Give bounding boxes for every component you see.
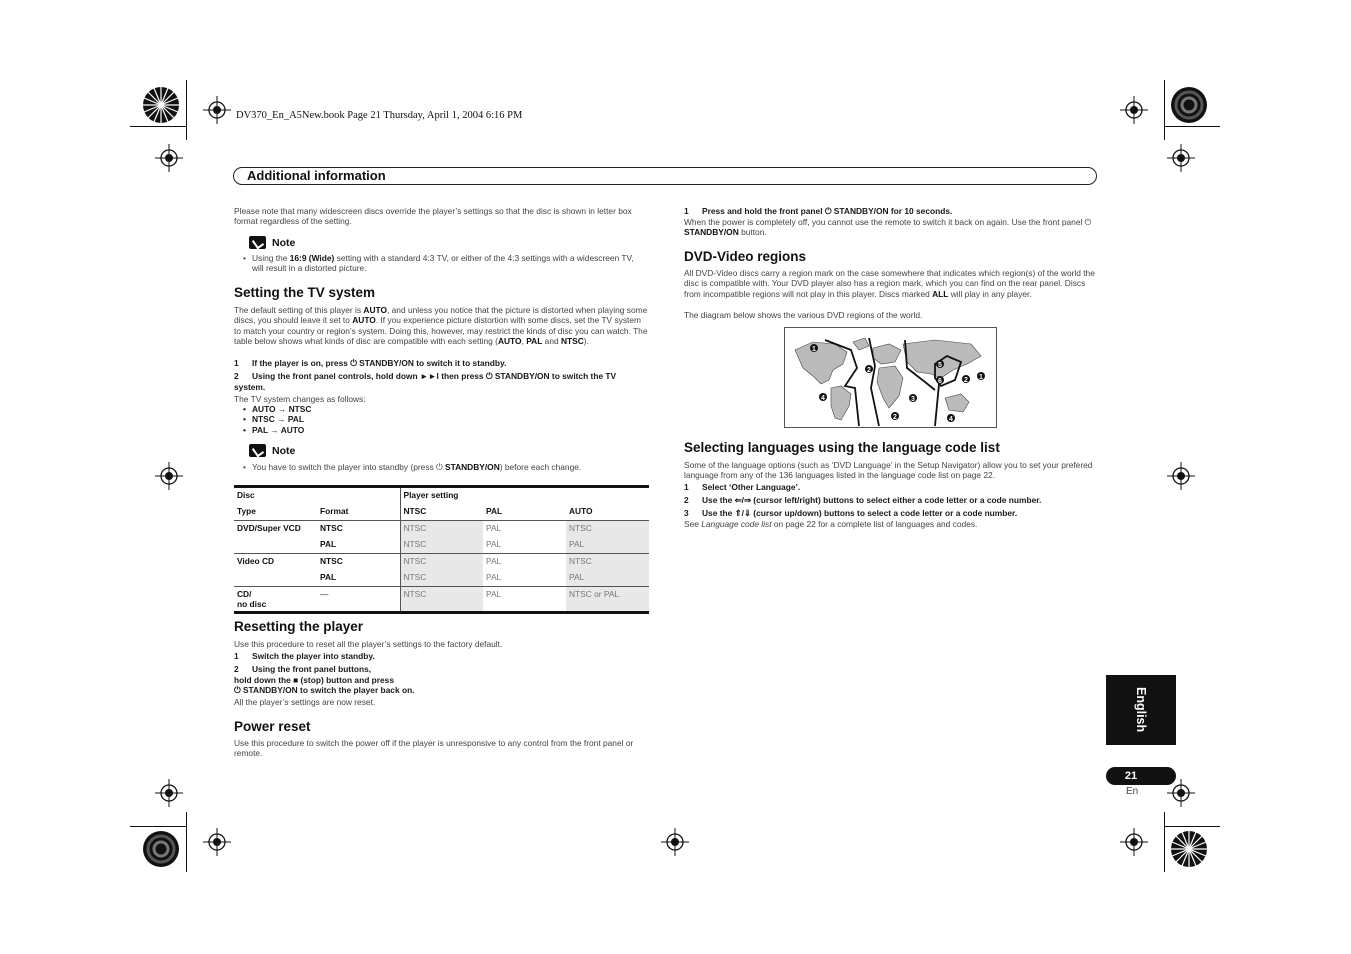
dvd-regions-diagram-caption: The diagram below shows the various DVD regions of the world.: [684, 310, 923, 320]
heading-languages: Selecting languages using the language code list: [684, 440, 1000, 455]
power-step-1-note: When the power is completely off, you cannot use the remote to switch it back on again. Use the front panel ⏻ STANDBY/ON button.: [684, 217, 1092, 238]
page-language-code: En: [1126, 786, 1139, 797]
reset-after: All the player’s settings are now reset.: [234, 697, 376, 707]
crosshair-mark-icon: [1120, 828, 1148, 856]
tv-system-paragraph: The default setting of this player is AUTO, and unless you notice that the picture is distorted when playing some discs, you should leave it set to AUTO. If you experience picture distortion with some discs, set the TV system to match your country or region’s system. Doing this, however, may restrict the kinds of disc you can watch. The table below shows what kinds of disc are compatible with each setting (AUTO, PAL and NTSC).: [234, 305, 648, 347]
languages-see-also: See Language code list on page 22 for a complete list of languages and codes.: [684, 519, 978, 529]
standby-icon: ⏻: [1084, 217, 1092, 227]
starburst-mark-icon: [1170, 830, 1208, 868]
tv-changes-list: [234, 404, 311, 435]
table-header: NTSC: [400, 504, 483, 521]
tv-system-table: [234, 485, 649, 614]
note-icon: [249, 236, 266, 249]
list-item: • AUTO → NTSC: [234, 404, 311, 414]
tv-changes-intro: The TV system changes as follows:: [234, 394, 366, 404]
crosshair-mark-icon: [155, 462, 183, 490]
lang-step-2: 2 Use the ⇐/⇒ (cursor left/right) buttons to select either a code letter or a code number.: [684, 495, 1042, 505]
table-header: Format: [320, 506, 349, 516]
table-row: CD/ no disc — NTSC PAL NTSC or PAL: [234, 587, 649, 613]
note-box: [249, 444, 295, 457]
heading-tv-system: Setting the TV system: [234, 285, 376, 300]
table-row: Video CD NTSC NTSC PAL NTSC: [234, 554, 649, 571]
region-label: 2: [867, 367, 871, 374]
side-tab-label: English: [1134, 687, 1148, 733]
file-header: DV370_En_A5New.book Page 21 Thursday, April 1, 2004 6:16 PM: [236, 110, 523, 121]
world-map-icon: [785, 328, 996, 427]
heading-reset: Resetting the player: [234, 619, 364, 634]
crosshair-mark-icon: [1167, 144, 1195, 172]
standby-icon: ⏻: [824, 206, 832, 216]
crosshair-mark-icon: [661, 828, 689, 856]
power-reset-intro: Use this procedure to switch the power off if the player is unresponsive to any control from the front panel or remote.: [234, 738, 634, 759]
standby-icon: ⏻: [350, 358, 357, 368]
note-label: Note: [272, 444, 296, 457]
standby-icon: ⏻: [234, 685, 241, 696]
region-label: 4: [949, 416, 953, 423]
heading-dvd-regions: DVD-Video regions: [684, 249, 807, 264]
crop-line: [1164, 812, 1165, 872]
table-header: PAL: [486, 506, 503, 516]
lang-step-1: 1 Select ‘Other Language’.: [684, 482, 801, 492]
dvd-regions-paragraph: All DVD-Video discs carry a region mark on the case somewhere that indicates which region(s) of the world the disc is compatible with. Your DVD player also has a region mark, which you can find on the rear panel. Discs from incompatible regions will not play in this player. Discs marked ALL will play in any player.: [684, 268, 1095, 299]
region-label: 2: [893, 414, 897, 421]
crosshair-mark-icon: [1167, 462, 1195, 490]
region-label: 6: [938, 378, 942, 385]
note-icon: [249, 444, 266, 457]
note-list: [234, 462, 644, 472]
cursor-up-down-icon: ⇑/⇓: [734, 508, 751, 518]
stop-icon: ■: [293, 674, 299, 685]
table-row: PAL NTSC PAL PAL: [234, 537, 649, 554]
tv-step-1: 1 If the player is on, press ⏻ STANDBY/ON to switch it to standby.: [234, 358, 507, 368]
crop-line: [186, 80, 187, 140]
lang-step-3: 3 Use the ⇑/⇓ (cursor up/down) buttons to select a code letter or a code number.: [684, 508, 1018, 518]
dvd-region-map: [784, 327, 997, 428]
table-header: Disc: [234, 487, 400, 505]
reset-intro: Use this procedure to reset all the player’s settings to the factory default.: [234, 639, 503, 649]
starburst-mark-icon: [142, 86, 180, 124]
region-label: 4: [821, 395, 825, 402]
table-row: PAL NTSC PAL PAL: [234, 570, 649, 587]
note-list: [234, 253, 634, 274]
note-item: • Using the 16:9 (Wide) setting with a standard 4:3 TV, or either of the 4:3 settings with a widescreen TV, will result in a distorted picture.: [234, 253, 634, 274]
intro-paragraph: Please note that many widescreen discs override the player’s settings so that the disc is shown in letter box format regardless of the setting.: [234, 206, 632, 227]
standby-icon: ⏻: [436, 462, 443, 472]
page-number: 21: [1124, 770, 1138, 782]
note-box: [249, 236, 295, 249]
crosshair-mark-icon: [155, 144, 183, 172]
crop-line: [1164, 826, 1220, 827]
cursor-left-right-icon: ⇐/⇒: [734, 495, 751, 505]
note-label: Note: [272, 236, 296, 249]
tv-step-2: 2 Using the front panel controls, hold down ►►I then press ⏻ STANDBY/ON to switch the TV system.: [234, 371, 617, 392]
crosshair-mark-icon: [203, 828, 231, 856]
reset-step-1: 1 Switch the player into standby.: [234, 651, 375, 661]
crosshair-mark-icon: [1120, 96, 1148, 124]
crosshair-mark-icon: [203, 96, 231, 124]
list-item: • NTSC → PAL: [234, 414, 311, 424]
languages-intro: Some of the language options (such as ‘DVD Language’ in the Setup Navigator) allow you to set your prefered language from any of the 136 languages listed in the language code list on page 22.: [684, 460, 1093, 481]
crop-line: [1164, 126, 1220, 127]
region-label: 5: [938, 362, 942, 369]
region-label: 2: [964, 377, 968, 384]
reset-step-2: 2 Using the front panel buttons, hold down the ■ (stop) button and press ⏻ STANDBY/ON to switch the player back on.: [234, 664, 415, 696]
table-header: Player setting: [400, 487, 649, 505]
crop-line: [186, 812, 187, 872]
starburst-mark-icon: [1170, 86, 1208, 124]
language-side-tab: [1106, 675, 1176, 745]
crop-line: [1164, 80, 1165, 140]
region-label: 1: [979, 374, 983, 381]
crop-line: [130, 126, 186, 127]
skip-forward-icon: ►►I: [419, 371, 439, 381]
standby-icon: ⏻: [485, 371, 493, 381]
heading-power-reset: Power reset: [234, 719, 311, 734]
table-header: Type: [237, 506, 256, 516]
section-title: Additional information: [247, 168, 386, 183]
region-label: 1: [812, 346, 816, 353]
table-header: AUTO: [569, 506, 593, 516]
table-row: DVD/Super VCD NTSC NTSC PAL NTSC: [234, 521, 649, 538]
list-item: • PAL → AUTO: [234, 425, 311, 435]
note-item: • You have to switch the player into standby (press ⏻ STANDBY/ON) before each change.: [234, 462, 644, 472]
crop-line: [130, 826, 186, 827]
region-label: 3: [911, 396, 915, 403]
starburst-mark-icon: [142, 830, 180, 868]
crosshair-mark-icon: [155, 779, 183, 807]
power-step-1: 1 Press and hold the front panel ⏻ STANDBY/ON for 10 seconds.: [684, 206, 953, 216]
